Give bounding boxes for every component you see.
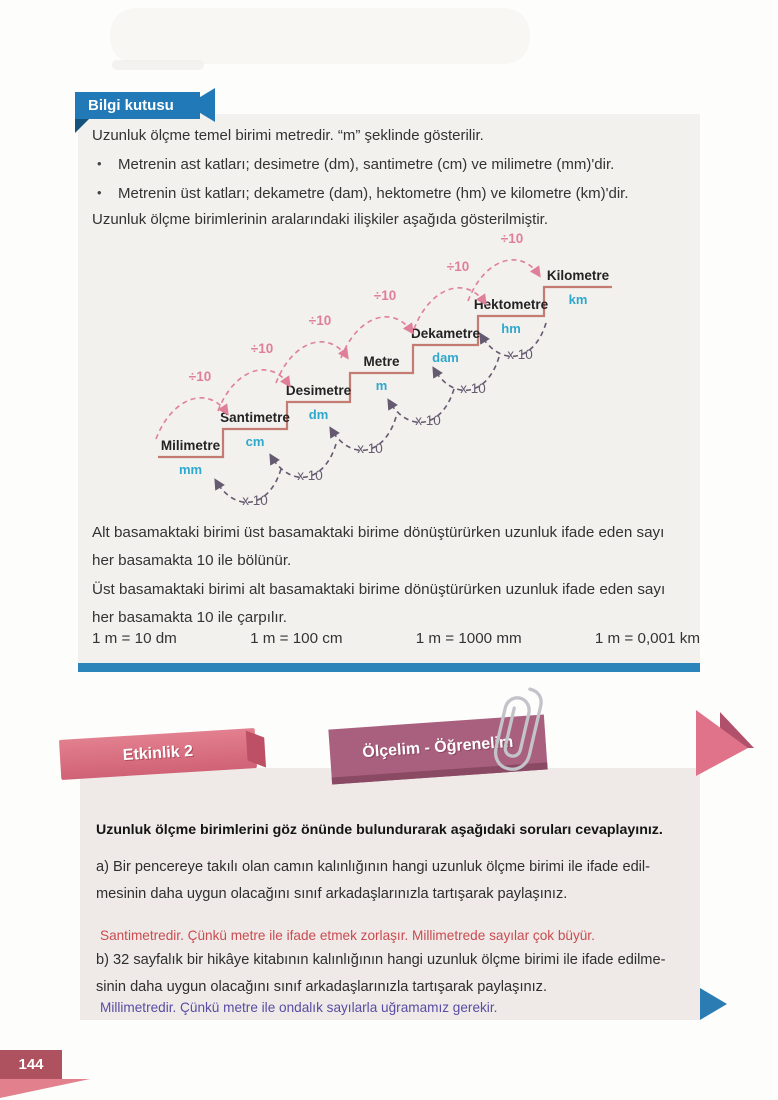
divide-label: ÷10 <box>308 313 332 328</box>
staircase-svg <box>140 231 620 517</box>
step-name: Kilometre <box>546 268 610 283</box>
equation: 1 m = 1000 mm <box>415 630 522 647</box>
divide-label: ÷10 <box>446 259 470 274</box>
answer-a-handwritten: Santimetredir. Çünkü metre ile ifade etmek zorlaşır. Millimetrede sayılar çok büyür. <box>100 928 595 943</box>
note-line: her basamakta 10 ile çarpılır. <box>92 609 288 626</box>
divide-arc <box>341 317 412 358</box>
info-box-ribbon-label: Bilgi kutusu <box>88 97 174 114</box>
info-bullet-1 <box>97 156 614 173</box>
step-abbr: dam <box>432 350 459 365</box>
staircase-line <box>158 287 612 457</box>
bullet-icon: • <box>97 156 102 171</box>
info-lead-text: Uzunluk ölçme birimlerinin aralarındaki ilişkiler aşağıda gösterilmiştir. <box>92 211 548 228</box>
info-box-bottom-bar <box>78 663 700 672</box>
activity-banner-label: Ölçelim - Öğrenelim <box>361 733 514 762</box>
multiply-label: x 10 <box>460 381 486 396</box>
step-abbr: hm <box>501 321 521 336</box>
step-abbr: m <box>375 378 388 393</box>
step-abbr: km <box>568 292 588 307</box>
equation: 1 m = 0,001 km <box>594 630 700 647</box>
divide-label: ÷10 <box>250 341 274 356</box>
bullet-icon: • <box>97 185 102 200</box>
note-line: Alt basamaktaki birimi üst basamaktaki birime dönüştürürken uzunluk ifade eden sayı <box>92 524 665 541</box>
step-abbr: dm <box>308 407 329 422</box>
divide-label: ÷10 <box>188 369 212 384</box>
corner-fold-arrow-icon <box>690 706 766 778</box>
activity-tab-label: Etkinlik 2 <box>122 742 194 765</box>
page-number-tab: 144 <box>0 1050 62 1079</box>
multiply-label: x 10 <box>242 493 268 508</box>
multiply-label: x 10 <box>415 413 441 428</box>
step-abbr: mm <box>178 462 203 477</box>
question-a-line-2: mesinin daha uygun olacağını sınıf arkadaşlarınızla tartışarak paylaşınız. <box>96 886 568 902</box>
activity-heading: Uzunluk ölçme birimlerini göz önünde bulundurarak aşağıdaki soruları cevaplayınız. <box>96 822 663 838</box>
equations-row <box>92 630 700 647</box>
next-arrow-icon <box>700 988 727 1020</box>
divide-label: ÷10 <box>373 288 397 303</box>
multiply-label: x 10 <box>357 441 383 456</box>
equation: 1 m = 10 dm <box>92 630 177 647</box>
note-line: Üst basamaktaki birimi alt basamaktaki birime dönüştürürken uzunluk ifade eden sayı <box>92 581 666 598</box>
info-bullet-1-text: Metrenin ast katları; desimetre (dm), santimetre (cm) ve milimetre (mm)'dir. <box>118 156 615 173</box>
divide-arc <box>156 398 227 439</box>
step-name: Santimetre <box>220 410 290 425</box>
info-bullet-2 <box>97 185 629 202</box>
question-b-line-2: sinin daha uygun olacağını sınıf arkadaşlarınızla tartışarak paylaşınız. <box>96 979 548 995</box>
info-intro-text: Uzunluk ölçme temel birimi metredir. “m” şeklinde gösterilir. <box>92 127 484 144</box>
multiply-label: x 10 <box>507 347 533 362</box>
note-line: her basamakta 10 ile bölünür. <box>92 552 292 569</box>
step-abbr: cm <box>245 434 265 449</box>
divide-arc <box>218 370 289 411</box>
step-name: Milimetre <box>160 438 221 453</box>
info-bullet-2-text: Metrenin üst katları; dekametre (dam), hektometre (hm) ve kilometre (km)'dir. <box>118 185 629 202</box>
answer-b-handwritten: Millimetredir. Çünkü metre ile ondalık sayılarla uğramamız gerekir. <box>100 1000 498 1015</box>
step-name: Dekametre <box>410 326 481 341</box>
note-lower-to-upper <box>92 519 664 575</box>
page-number-fold <box>0 1079 90 1098</box>
equation: 1 m = 100 cm <box>250 630 343 647</box>
question-a-line-1: a) Bir pencereye takılı olan camın kalınlığının hangi uzunluk ölçme birimi ile ifade edil- <box>96 859 651 875</box>
divide-label: ÷10 <box>500 231 524 246</box>
note-upper-to-lower <box>92 576 665 632</box>
multiply-label: x 10 <box>297 468 323 483</box>
info-box-ribbon <box>75 92 200 119</box>
ribbon-fold <box>75 118 90 133</box>
page-top-streak <box>112 60 204 70</box>
step-name: Metre <box>363 354 400 369</box>
step-name: Desimetre <box>285 383 352 398</box>
unit-staircase-diagram <box>140 231 620 517</box>
ribbon-arrow-icon <box>187 88 215 122</box>
page-top-shading <box>110 8 530 64</box>
divide-arc <box>276 342 347 383</box>
question-b-line-1: b) 32 sayfalık bir hikâye kitabının kalınlığının hangi uzunluk ölçme birimi ile ifade edilme- <box>96 952 666 968</box>
step-name: Hektometre <box>473 297 549 312</box>
